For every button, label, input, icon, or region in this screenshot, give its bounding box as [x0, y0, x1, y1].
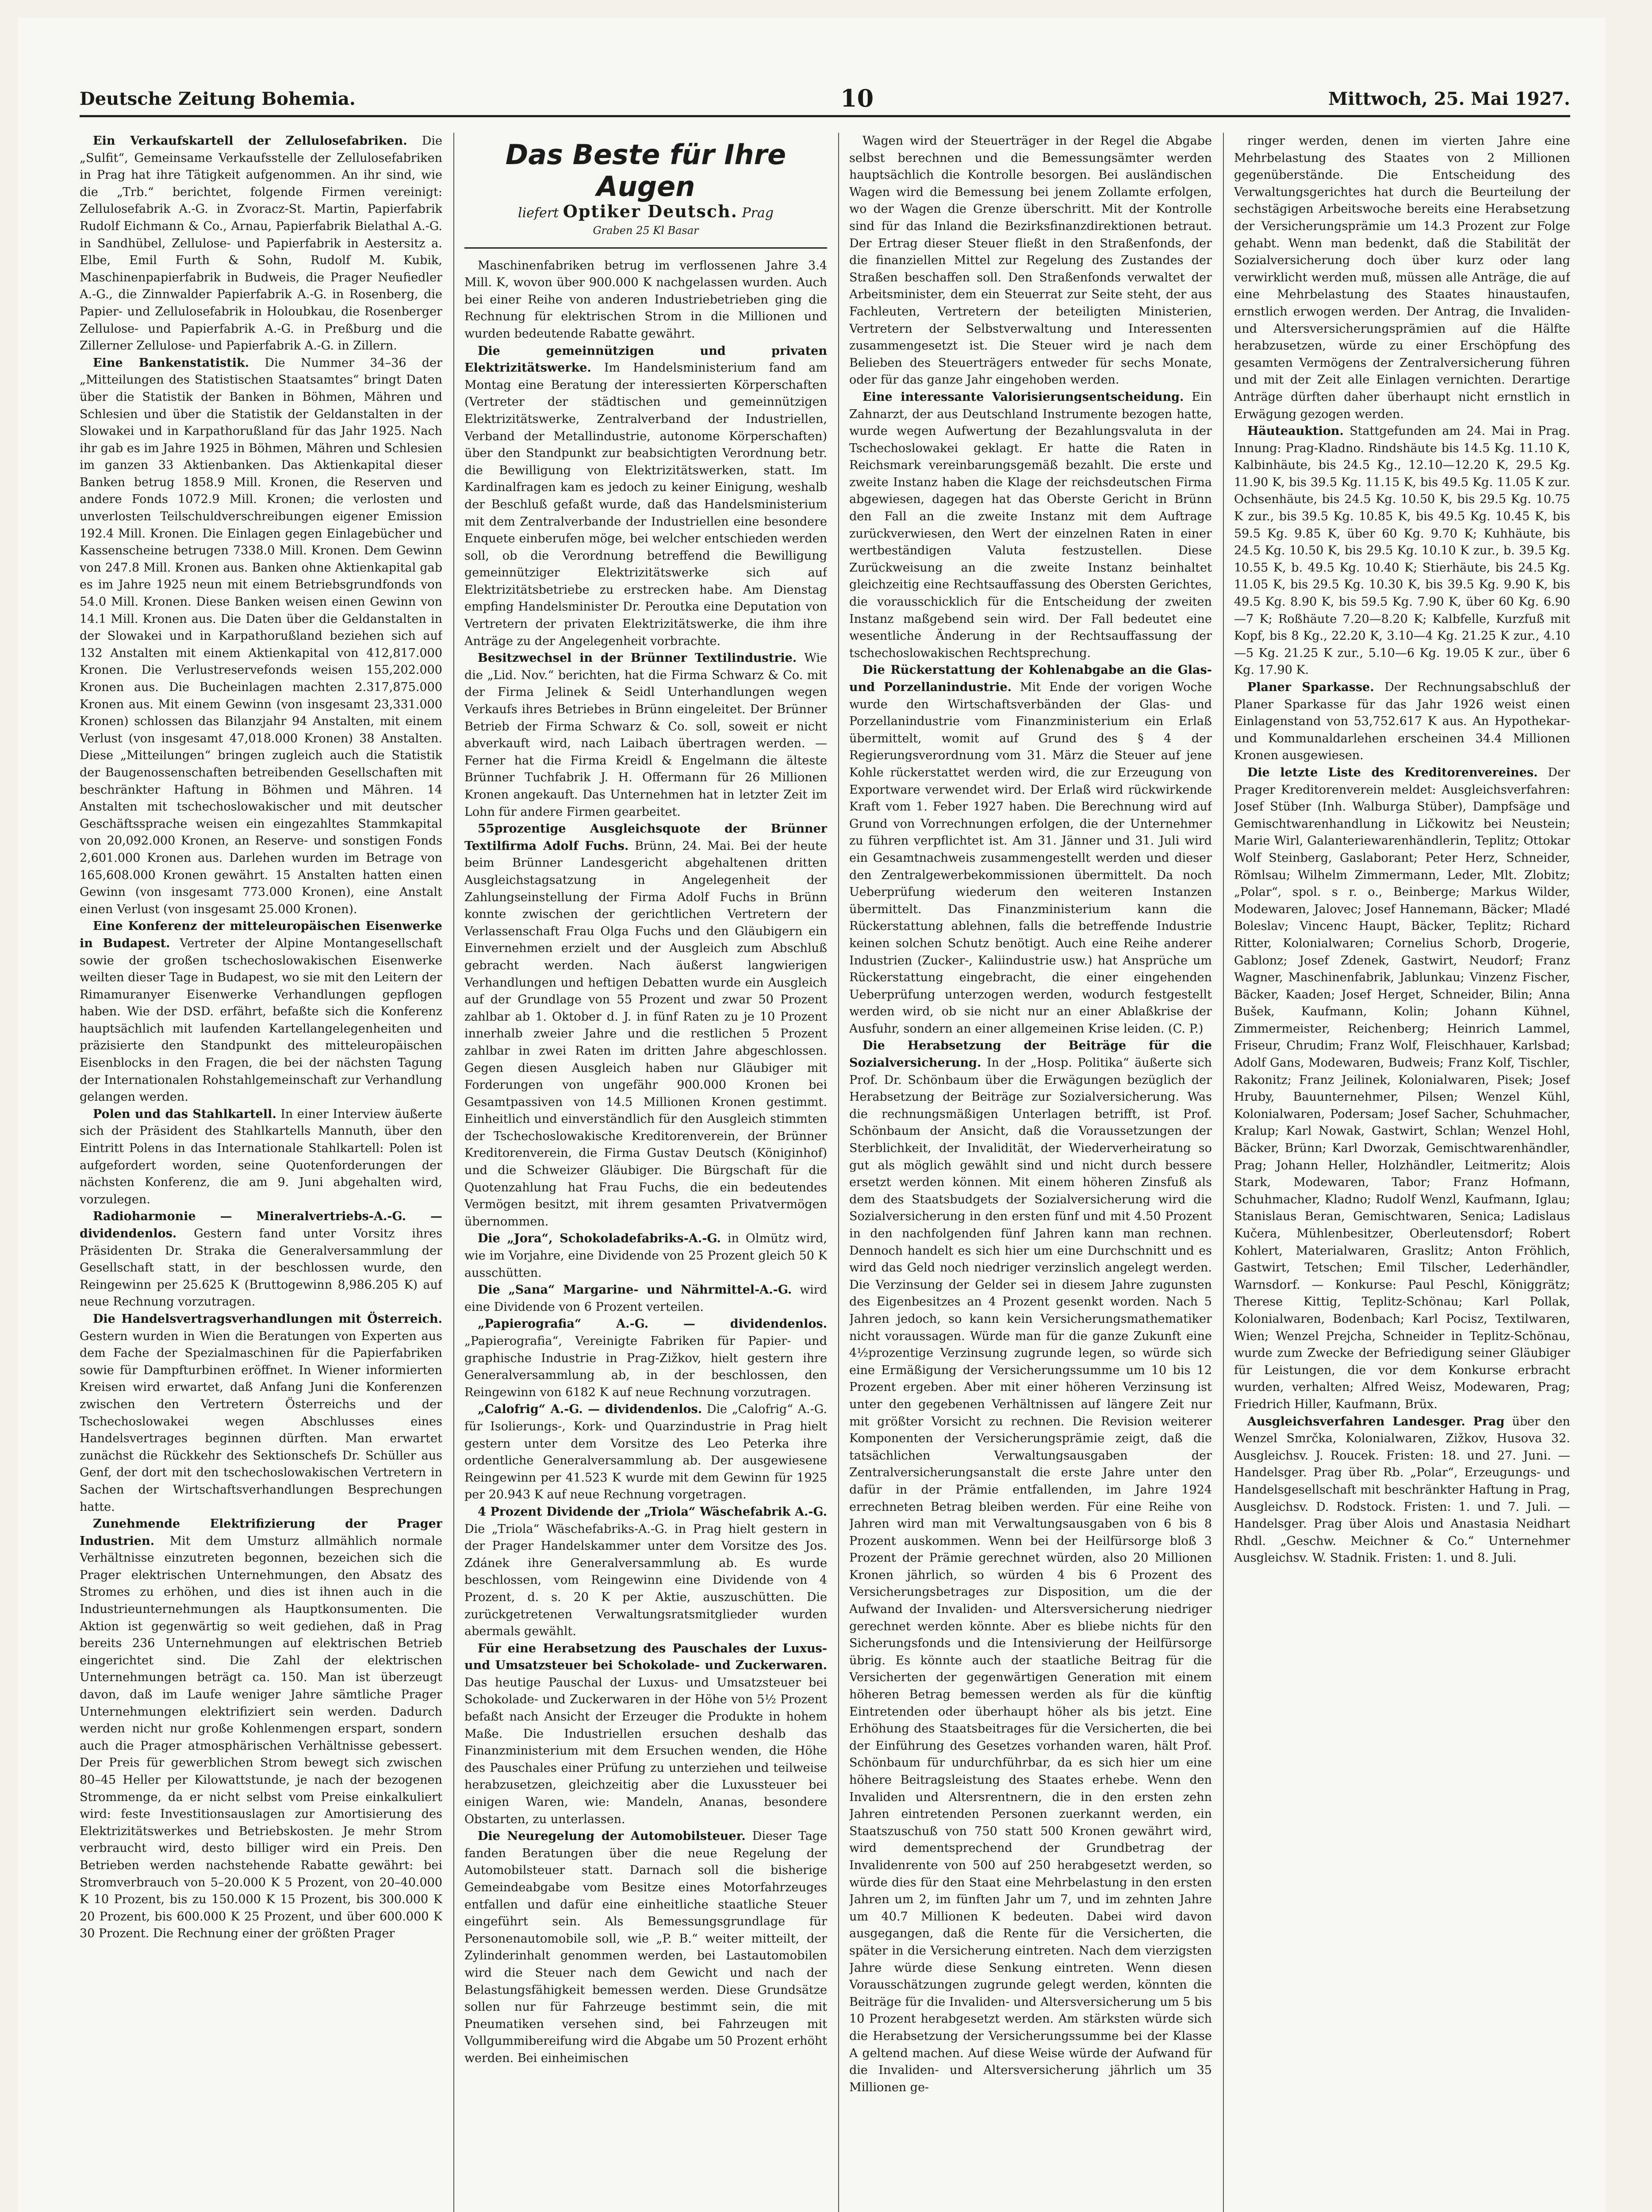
article-paragraph [80, 918, 442, 1106]
article-paragraph [80, 1208, 442, 1311]
article-body: Mit Ende der vorigen Woche wurde den Wirtschaftsverbänden der Glas- und Porzellanindustrie vom Finanzministerium ein Erlaß übermittelt, womit auf Grund des § 4 der Regierungsverordnung vom 31. März die Steuer auf jene Kohle rückerstattet werden wird, die zur Erzeugung von Exportware verwendet wird. Der Erlaß wird rückwirkende Kraft vom 1. Feber 1927 haben. Die Berechnung wird auf Grund von Vorrechnungen erfolgen, die der Unternehmer zu führen verpflichtet ist. Am 31. Jänner und 31. Juli wird ein Gesamtnachweis zusammengestellt werden und dieser den Zentralgewerbekommissionen übermittelt. Da noch Ueberprüfung wiederum den weiteren Instanzen übermittelt. Das Finanzministerium kann die Rückerstattung ablehnen, falls die betreffende Industrie keinen solchen Schutz benötigt. Auch eine Reihe anderer Industrien (Zucker-, Kaliindustrie usw.) hat Ansprüche um Rückerstattung eingebracht, die einer eingehenden Ueberprüfung unterzogen werden, wodurch festgestellt werden wird, ob sie nicht nur an einer Ablaßkrise der Ausfuhr, sondern an einer allgemeinen Krise leiden. (C. P.) [849, 680, 1212, 1036]
ad-supplier-prefix: liefert [517, 205, 559, 221]
article-body: Im Handelsministerium fand am Montag eine Beratung der interessierten Körperschaften (Vertreter der städtischen und gemeinnützigen Elektrizitätswerke, Zentralverband der Industriellen, Verband der Metallindustrie, autonome Körperschaften) über den Standpunkt zur beabsichtigten Verordnung betr. die Bewilligung von Elektrizitätswerken, statt. Im Kardinalfragen kam es jedoch zu keiner Einigung, weshalb der Beschluß gefaßt wurde, daß das Handelsministerium mit dem Zentralverbande der Industriellen eine besondere Enquete einberufen möge, bei welcher entschieden werden soll, ob die Verordnung betreffend die Bewilligung gemeinnütziger Elektrizitätswerke sich auf Elektrizitätsbetriebe zu erstrecken habe. Am Dienstag empfing Handelsminister Dr. Peroutka eine Deputation von Vertretern der privaten Elektrizitätswerke, die ihm ihre Anträge zu der Angelegenheit vorbrachte. [464, 361, 827, 648]
article-headline: Eine Konferenz der mitteleuropäischen Eisenwerke in Budapest. [80, 919, 442, 950]
article-headline: 55prozentige Ausgleichsquote der Brünner Textilfirma Adolf Fuchs. [464, 822, 827, 853]
page-header [80, 84, 1570, 117]
article-paragraph [464, 1316, 827, 1401]
article-headline: Die Rückerstattung der Kohlenabgabe an die Glas- und Porzellanindustrie. [849, 663, 1212, 694]
article-paragraph [1234, 133, 1570, 423]
article-headline: Eine Bankenstatistik. [93, 356, 249, 370]
article-headline: Häuteauktion. [1247, 424, 1344, 438]
article-body: Ein Zahnarzt, der aus Deutschland Instrumente bezogen hatte, wurde wegen Aufwertung der Bezahlungsvaluta in der Tschechoslowakei geklagt. Er hatte die Raten in Reichsmark vereinbarungsgemäß bezahlt. Die erste und zweite Instanz haben die Klage der reichsdeutschen Firma abgewiesen, dagegen hat das Oberste Gericht in Brünn den Fall an die zweite Instanz mit dem Auftrage zurückverwiesen, den Wert der einzelnen Raten in einer wertbeständigen Valuta festzustellen. Diese Zurückweisung an die zweite Instanz beinhaltet gleichzeitig eine Rechtsauffassung des Obersten Gerichtes, die vorausschicklich für die Entscheidung der zweiten Instanz maßgebend sein wird. Der Fall bedeutet eine wesentliche Änderung in der Rechtsauffassung der tschechoslowakischen Rechtsprechung. [849, 390, 1212, 660]
article-paragraph [849, 1037, 1212, 2096]
article-headline: Die gemeinnützigen und privaten Elektrizitätswerke. [464, 344, 827, 375]
article-body: Brünn, 24. Mai. Bei der heute beim Brünner Landesgericht abgehaltenen dritten Ausgleichstagsatzung in Angelegenheit der Zahlungseinstellung der Firma Adolf Fuchs in Brünn konnte zwischen der gerichtlichen Vertretern der Verlassenschaft Frau Olga Fuchs und den Gläubigern ein Einvernehmen erzielt und der Ausgleich zum Abschluß gebracht werden. Nach äußerst langwierigen Verhandlungen und heftigen Debatten wurde ein Ausgleich auf der Grundlage von 55 Prozent und zwar 50 Prozent zahlbar ab 1. Oktober d. J. in fünf Raten zu je 10 Prozent innerhalb zweier Jahre und die restlichen 5 Prozent zahlbar in zwei Raten im dritten Jahre abgeschlossen. Gegen diesen Ausgleich haben nur Gläubiger mit Forderungen von ungefähr 900.000 Kronen bei Gesamtpassiven von 14.5 Millionen Kronen gestimmt. Einheitlich und einverständlich für den Ausgleich stimmten der Tschechoslowakische Kreditorenverein, der Brünner Kreditorenverein, die Firma Gustav Deutsch (Königinhof) und die Schweizer Gläubiger. Die Bürgschaft für die Quotenzahlung hat Frau Fuchs, die ein bedeutendes Vermögen besitzt, mit ihrem gesamten Privatvermögen übernommen. [464, 839, 827, 1229]
article-headline: Planer Sparkasse. [1247, 680, 1374, 694]
article-headline: Für eine Herabsetzung des Pauschales der Luxus- und Umsatzsteuer bei Schokolade- und Zuckerwaren. [464, 1641, 827, 1673]
issue-date: Mittwoch, 25. Mai 1927. [1328, 88, 1570, 109]
column-1 [80, 133, 442, 2212]
article-body: wird eine Dividende von 6 Prozent verteilen. [464, 1283, 827, 1314]
article-headline: Besitzwechsel in der Brünner Textilindustrie. [478, 651, 797, 665]
article-headline: „Calofrig“ A.-G. — dividendenlos. [478, 1402, 702, 1417]
ad-headline: Das Beste für Ihre Augen [505, 138, 786, 203]
article-headline: Ein Verkaufskartell der Zellulosefabriken. [93, 134, 407, 148]
article-body: Dieser Tage fanden Beratungen über die neue Regelung der Automobilsteuer statt. Darnach soll die bisherige Gemeindeabgabe vom Besitze eines Motorfahrzeuges entfallen und dafür eine einheitliche staatliche Steuer eingeführt sein. Als Bemessungsgrundlage für Personenautomobile soll, wie „P. B.“ weiter mitteilt, der Zylinderinhalt genommen werden, bei Lastautomobilen wird die Steuer nach dem Gewicht und nach der Belastungsfähigkeit bemessen werden. Diese Grundsätze sollen nur für Fahrzeuge bestimmt sein, die mit Pneumatiken versehen sind, bei Fahrzeugen mit Vollgummibereifung wird die Abgabe um 50 Prozent erhöht werden. Bei einheimischen [464, 1829, 827, 2065]
article-headline: Die Herabsetzung der Beiträge für die Sozialversicherung. [849, 1039, 1212, 1070]
optician-advertisement [464, 133, 827, 249]
article-body: Die „Sulfit“, Gemeinsame Verkaufsstelle der Zellulosefabriken in Prag hat ihre Tätigkeit aufgenommen. An ihr sind, wie die „Trb.“ berichtet, folgende Firmen vereinigt: Zellulosefabrik A.-G. in Zvoracz-St. Martin, Papierfabrik Rudolf Eichmann & Co., Arnau, Papierfabrik Bielathal A.-G. in Sandhübel, Zellulose- und Papierfabrik in Aestersitz a. Elbe, Emil Furth & Sohn, Rudolf M. Kubik, Maschinenpapierfabrik in Budweis, die Prager Neufiedler A.-G., die Zinnwalder Papierfabrik A.-G. in Rosenberg, die Papier- und Zellulosefabrik in Holoubkau, die Rosenberger Zellulose- und Papierfabrik A.-G. in Preßburg und die Zillerner Zellulose- und Papierfabrik A.-G. in Zillern. [80, 134, 442, 353]
article-paragraph [464, 343, 827, 650]
article-body: Das heutige Pauschal der Luxus- und Umsatzsteuer bei Schokolade- und Zuckerwaren in der Höhe von 5½ Prozent befaßt nach Ansicht der Erzeuger die Produkte in hohem Maße. Die Industriellen ersuchen deshalb das Finanzministerium mit dem Ersuchen wenden, die Höhe des Pauschales einer Prüfung zu unterziehen und teilweise herabzusetzen, gleichzeitig aber die Luxussteuer bei einigen Waren, wie: Mandeln, Ananas, besondere Obstarten, zu unterlassen. [464, 1675, 827, 1826]
article-paragraph [80, 133, 442, 355]
article-paragraph [464, 650, 827, 821]
article-paragraph [1234, 1413, 1570, 1567]
article-paragraph [464, 1640, 827, 1828]
article-body: Wie die „Lid. Nov.“ berichten, hat die Firma Schwarz & Co. mit der Firma Jelinek & Seidl Unterhandlungen wegen Verkaufs ihres Betriebes in Brünn eingeleitet. Der Brünner Betrieb der Firma Schwarz & Co. soll, soweit er nicht abverkauft wird, nach Laibach übertragen werden. — Ferner hat die Firma Kreidl & Engelmann die älteste Brünner Tuchfabrik J. H. Offermann für 26 Millionen Kronen angekauft. Das Unternehmen hat in letzter Zeit im Lohn für andere Firmen gearbeitet. [464, 651, 827, 819]
article-paragraph [464, 1401, 827, 1504]
article-headline: Die letzte Liste des Kreditorenvereines. [1247, 765, 1538, 780]
article-body: „Papierografia“, Vereinigte Fabriken für Papier- und graphische Industrie in Prag-Zižkov, hielt gestern ihre Generalversammlung ab, in der beschlossen, den Reingewinn von 6182 K auf neue Rechnung vorzutragen. [464, 1334, 827, 1399]
article-body: Die „Calofrig“ A.-G. für Isolierungs-, Kork- und Quarzindustrie in Prag hielt gestern unter dem Vorsitze des Leo Peterka ihre ordentliche Generalversammlung ab. Der ausgewiesene Reingewinn per 41.523 K wurde mit dem Gewinn für 1925 per 20.943 K auf neue Rechnung vorgetragen. [464, 1402, 827, 1502]
article-headline: Ausgleichsverfahren Landesger. Prag [1247, 1414, 1505, 1429]
article-body: Stattgefunden am 24. Mai in Prag. Innung: Prag-Kladno. Rindshäute bis 14.5 Kg. 11.10 K, Kalbinhäute, bis 24.5 Kg., 12.10—12.20 K, 29.5 Kg. 11.90 K, bis 39.5 Kg. 11.15 K, bis 49.5 Kg. 11.05 K zur. Ochsenhäute, bis 24.5 Kg. 10.50 K, bis 29.5 Kg. 10.75 K zur., bis 39.5 Kg. 10.85 K, bis 49.5 Kg. 10.45 K, bis 59.5 Kg. 9.85 K, über 60 Kg. 9.70 K; Kuhhäute, bis 24.5 Kg. 10.50 K, bis 29.5 Kg. 10.10 K zur., b. 39.5 Kg. 10.55 K, b. 49.5 Kg. 10.40 K; Stierhäute, bis 24.5 Kg. 11.05 K, bis 29.5 Kg. 10.30 K, bis 39.5 Kg. 9.90 K, bis 49.5 Kg. 8.90 K, bis 59.5 Kg. 7.90 K, über 60 Kg. 6.90—7 K; Roßhäute 7.20—8.20 K; Kalbfelle, Kurzfuß mit Kopf, bis 8 Kg., 22.20 K, 3.10—4 Kg. 21.25 K zur., 4.10—5 Kg. 21.25 K zur., 5.10—6 Kg. 19.05 K zur., über 6 Kg. 17.90 K. [1234, 424, 1570, 677]
article-body: Vertreter der Alpine Montangesellschaft sowie der großen tschechoslowakischen Eisenwerke weilten dieser Tage in Budapest, wo sie mit den Leitern der Rimamuranyer Eisenwerke Verhandlungen gepflogen haben. Wie der DSD. erfährt, befaßte sich die Konferenz hauptsächlich mit laufenden Kartellangelegenheiten und präzisierte den Standpunkt des mitteleuropäischen Eisenblocks in den Fragen, die bei der nächsten Tagung der Internationalen Rohstahlgemeinschaft zur Verhandlung gelangen werden. [80, 936, 442, 1104]
article-headline: Radioharmonie — Mineralvertriebs-A.-G. — dividendenlos. [80, 1210, 442, 1240]
article-paragraph [464, 257, 827, 343]
article-headline: Zunehmende Elektrifizierung der Prager Industrien. [80, 1517, 442, 1548]
article-body: Mit dem Umsturz allmählich normale Verhältnisse einzutreten begonnen, bezeichen sich die Prager elektrischen Unternehmungen, den Absatz des Stromes zu erhöhen, und dies ist ihnen auch in die Industrieunternehmungen als Hauptkonsumenten. Die Aktion ist gegenwärtig so weit gediehen, daß in Prag bereits 236 Unternehmungen auf elektrischen Betrieb eingerichtet sind. Die Zahl der elektrischen Unternehmungen beträgt ca. 150. Man ist überzeugt davon, daß im Laufe weniger Jahre sämtliche Prager Unternehmungen elektrifiziert sein werden. Dadurch werden nicht nur große Kohlenmengen erspart, sondern auch die Prager atmosphärischen Verhältnisse gebessert. Der Preis für gewerblichen Strom bewegt sich zwischen 80–45 Heller per Kilowattstunde, je nach der bezogenen Strommenge, da er nicht selbst vom Preise einkalkuliert wird: feste Investitionsauslagen zur Amortisierung des Elektrizitätswerkes und Betriebskosten. Je mehr Strom verbraucht wird, desto billiger wird ein Preis. Den Betrieben werden nachstehende Rabatte gewährt: bei Stromverbrauch von 5–20.000 K 5 Prozent, von 20–40.000 K 10 Prozent, bis zu 150.000 K 15 Prozent, bis 300.000 K 20 Prozent, bis 600.000 K 25 Prozent, und über 600.000 K 30 Prozent. Die Rechnung einer der größten Prager [80, 1534, 442, 1941]
column-2-articles [464, 257, 827, 2067]
article-body: Maschinenfabriken betrug im verflossenen Jahre 3.4 Mill. K, wovon über 900.000 K nachgelassen wurden. Auch bei einer Reihe von anderen Industriebetrieben ging die Rechnung für elektrischen Strom in die Millionen und wurden bedeutende Rabatte gewährt. [464, 258, 827, 341]
article-body: über den Wenzel Smrčka, Kolonialwaren, Zižkov, Husova 32. Ausgleichsv. J. Roucek. Fristen: 18. und 27. Juni. — Handelsger. Prag über Rb. „Polar“, Erzeugungs- und Handelsgesellschaft mit beschränkter Haftung in Prag, Ausgleichsv. D. Rodstock. Fristen: 1. und 7. Juli. — Handelsger. Prag über Alois und Anastasia Neidhart Rhdl. „Geschw. Meichner & Co.“ Unternehmer Ausgleichsv. W. Stadnik. Fristen: 1. und 8. Juli. [1234, 1414, 1570, 1565]
article-headline: 4 Prozent Dividende der „Triola“ Wäschefabrik A.-G. [478, 1505, 827, 1519]
ad-city: Prag [742, 205, 774, 221]
article-body: Die Nummer 34–36 der „Mitteilungen des Statistischen Staatsamtes“ bringt Daten über die Statistik der Banken in Böhmen, Mähren und Schlesien und über die Statistik der Geldanstalten in der Slowakei und in Karpathorußland für das Jahr 1925. Nach ihr gab es im Jahre 1925 in Böhmen, Mähren und Schlesien im ganzen 33 Aktienbanken. Das Aktienkapital dieser Banken betrug 1858.9 Mill. Kronen, die Reserven und andere Fonds 1072.9 Mill. Kronen; die verlosten und unverlosten Teilschuldverschreibungen eigener Emission 192.4 Mill. Kronen. Die Einlagen gegen Einlagebücher und Kassenscheine betrugen 7338.0 Mill. Kronen. Dem Gewinn von 247.8 Mill. Kronen aus. Banken ohne Aktienkapital gab es im Jahre 1925 neun mit einem Betriebsgrundfonds von 54.0 Mill. Kronen. Diese Banken weisen einen Gewinn von 14.1 Mill. Kronen aus. Die Daten über die Geldanstalten in der Slowakei und in Karpathorußland beziehen sich auf 132 Anstalten mit einem Aktienkapital von 412,817.000 Kronen. Die Verlustreservefonds weisen 155,202.000 Kronen aus. Die Bucheinlagen machten 2.317,875.000 Kronen aus. Mit einem Gewinn (von insgesamt 23,331.000 Kronen) schlossen das Bilanzjahr 94 Anstalten, mit einem Verlust (von insgesamt 47,018.000 Kronen) 38 Anstalten. Diese „Mitteilungen“ bringen zugleich auch die Statistik der Baugenossenschaften betreibenden Gesellschaften mit beschränkter Haftung in Böhmen und Mähren. 14 Anstalten mit tschechoslowakischer und mit deutscher Geschäftssprache weisen ein eingezahltes Stammkapital von 20,092.000 Kronen, an Reserve- und sonstigen Fonds 2,601.000 Kronen aus. Darlehen wurden im Betrage von 165,608.000 Kronen gewährt. 15 Anstalten hatten einen Gewinn (von insgesamt 773.000 Kronen), eine Anstalt einen Verlust (von insgesamt 25.000 Kronen). [80, 356, 442, 916]
article-headline: Die Handelsvertragsverhandlungen mit Österreich. [93, 1312, 442, 1326]
article-body: ringer werden, denen im vierten Jahre eine Mehrbelastung des Staates von 2 Millionen gegenüberstände. Die Entscheidung des Verwaltungsgerichtes hat durch die Beurteilung der sechstägigen Arbeitswoche bereits eine Herabsetzung der Versicherungsprämie um 14.3 Prozent zur Folge gehabt. Wenn man bedenkt, daß die Stabilität der Sozialversicherung doch über kurz oder lang verwirklicht werden muß, müssen alle Anträge, die auf eine Mehrbelastung des Staates hinaustaufen, ernstlich erwogen werden. Der Antrag, die Invaliden- und Altersversicherungsprämien auf die Hälfte herabzusetzen, würde zu einer Erschöpfung des gesamten Vermögens der Zentralversicherung führen und mit der Zeit alle Einlagen vernichten. Derartige Anträge dürften daher überhaupt nicht ernstlich in Erwägung gezogen werden. [1234, 134, 1570, 421]
article-paragraph [464, 1282, 827, 1316]
article-body: Gestern wurden in Wien die Beratungen von Experten aus dem Fache der Spezialmaschinen für die Papierfabriken sowie für Dampfturbinen eröffnet. In Wiener informierten Kreisen wird erwartet, daß Anfang Juni die Konferenzen zwischen den Vertretern Österreichs und der Tschechoslowakei wegen Abschlusses eines Handelsvertrages beginnen dürften. Man erwartet zunächst die Rückkehr des Sektionschefs Dr. Schüller aus Genf, der dort mit den tschechoslowakischen Vertretern in Sachen der Wirtschaftsverhandlungen Besprechungen hatte. [80, 1329, 442, 1514]
article-paragraph [80, 1106, 442, 1209]
article-body: Wagen wird der Steuerträger in der Regel die Abgabe selbst berechnen und die Bemessungsämter werden hauptsächlich die Kontrolle besorgen. Bei ausländischen Wagen wird die Bemessung bei jenem Zollamte erfolgen, wo der Wagen die Grenze überschritt. Mit der Kontrolle sind für das Inland die Bezirksfinanzdirektionen betraut. Der Ertrag dieser Steuer fließt in den Straßenfonds, der die finanziellen Mittel zur Regelung des Zustandes der Straßen beschaffen soll. Den Straßenfonds verwaltet der Arbeitsminister, dem ein Steuerrat zur Seite steht, der aus Fachleuten, Vertretern der beteiligten Ministerien, Vertretern der Selbstverwaltung und Interessenten zusammengesetzt ist. Die Steuer wird je nach dem Belieben des Steuerträgers entweder für sechs Monate, oder für das ganze Jahr eingehoben werden. [849, 134, 1212, 387]
column-3 [849, 133, 1212, 2212]
ad-address: Graben 25 Kl Basar [593, 224, 699, 237]
article-body: Der Rechnungsabschluß der Planer Sparkasse für das Jahr 1926 weist einen Einlagenstand von 53,752.617 K aus. An Hypothekar- und Kommunaldarlehen erscheinen 34.4 Millionen Kronen ausgewiesen. [1234, 680, 1570, 763]
article-paragraph [849, 662, 1212, 1037]
article-headline: Die Neuregelung der Automobilsteuer. [478, 1829, 746, 1843]
article-paragraph [849, 389, 1212, 662]
article-paragraph [80, 355, 442, 918]
article-paragraph [464, 1828, 827, 2067]
article-paragraph [80, 1516, 442, 1943]
article-headline: Polen und das Stahlkartell. [93, 1107, 276, 1121]
article-paragraph [464, 1504, 827, 1640]
article-paragraph [1234, 679, 1570, 764]
ad-supplier-line [469, 203, 823, 222]
article-headline: Eine interessante Valorisierungsentscheidung. [862, 390, 1184, 404]
column-4 [1234, 133, 1570, 2212]
article-paragraph [849, 133, 1212, 389]
article-paragraph [1234, 423, 1570, 679]
article-body: In einer Interview äußerte sich der Präsident des Stahlkartells Mannuth, über den Eintritt Polens in das Internationale Stahlkartell: Polen ist aufgefordert worden, seine Quotenforderungen der nächsten Konferenz, die am 9. Juni abgehalten wird, vorzulegen. [80, 1107, 442, 1206]
article-columns [80, 133, 1570, 2212]
page-number: 10 [840, 84, 874, 112]
ad-supplier-name: Optiker Deutsch. [563, 201, 738, 221]
article-body: In der „Hosp. Politika“ äußerte sich Prof. Dr. Schönbaum über die Erwägungen bezüglich der Herabsetzung der Beiträge zur Sozialversicherung. Was die rechnungsmäßigen Unterlagen betrifft, ist Prof. Schönbaum der Ansicht, daß die Voraussetzungen der Sterblichkeit, der Invalidität, der Wiederverheiratung so gut als möglich gewählt sind und nicht durch bessere ersetzt werden können. Mit einem höheren Zinsfuß als dem des Staatsbudgets der Sozialversicherung wird die Sozialversicherung in den ersten fünf und mit 4.50 Prozent in den nachfolgenden fünf Jahren kann man rechnen. Dennoch handelt es sich hier um eine Durchschnitt und es wird das Geld noch niedriger verzinslich angelegt werden. Die Verzinsung der Gelder sei in diesem Jahre zugunsten des Eigenbesitzes an 4 Prozent gesenkt worden. Nach 5 Jahren jedoch, so kann kein Versicherungsmathematiker nicht voraussagen. Würde man für die ganze Zukunft eine 4½prozentige Verzinsung zugrunde legen, so würde sich eine Ermäßigung der Versicherungssumme um 10 bis 12 Prozent ergeben. Aber mit einer höheren Verzinsung ist unter den gegebenen Verhältnissen auf längere Zeit nur mit größter Vorsicht zu rechnen. Die Revision weiterer Komponenten der Versicherungsprämie zeigt, daß die tatsächlichen Verwaltungsausgaben der Zentralversicherungsanstalt die erste Jahre unter den dafür in der Prämie entfallenden, im Jahre 1924 errechneten Betrag bleiben werden. Für eine Reihe von Jahren wird man mit Verwaltungsausgaben von 6 bis 8 Prozent auskommen. Wenn bei der Heilfürsorge bloß 3 Prozent der Prämie gerechnet würden, also 20 Millionen Kronen jährlich, so würden 4 bis 6 Prozent des Versicherungsbetrages zur Disposition, um die der Aufwand der Invaliden- und Altersversicherung niedriger gerechnet werden könnte. Aber es bliebe nichts für den Sicherungsfonds und die Intensivierung der Heilfürsorge übrig. Es könnte auch der staatliche Beitrag für die Versicherten der gegenwärtigen Generation mit einem höheren Betrag bemessen werden als für die künftig Eintretenden oder überhaupt höher als bis jetzt. Eine Erhöhung des Staatsbeitrages für die Versicherten, die bei der Einführung des Gesetzes vorhanden waren, hält Prof. Schönbaum für undurchführbar, da es sich hier um eine höhere Beitragsleistung des Staates erhebe. Wenn den Invaliden und Altersrentnern, die in den ersten zehn Jahren eintretenden Personen zuerkannt werden, ein Staatszuschuß von 750 statt 500 Kronen gewährt wird, wird dementsprechend der Grundbetrag der Invalidenrente von 500 auf 250 herabgesetzt werden, so würde dies für den Staat eine Mehrbelastung in den ersten Jahren um 2, im fünften Jahr um 7, und im zehnten Jahre um 40.7 Millionen K bedeuten. Dabei wird davon ausgegangen, daß die Rente für die Versicherten, die später in die Versicherung eintreten. Nach dem vierzigsten Jahre würde diese Senkung eintreten. Wenn diesen Vorausschätzungen zugrunde gelegt werden, könnten die Beiträge für die Invaliden- und Altersversicherung um 5 bis 10 Prozent herabgesetzt werden. Am stärksten würde sich die Herabsetzung der Versicherungssumme bei der Klasse A geltend machen. Auf diese Weise würde der Aufwand für die Invaliden- und Altersversicherung jährlich um 35 Millionen ge- [849, 1056, 1212, 2094]
article-paragraph [1234, 764, 1570, 1413]
newspaper-name: Deutsche Zeitung Bohemia. [80, 88, 356, 109]
article-body: Der Prager Kreditorenverein meldet: Ausgleichsverfahren: Josef Stüber (Inh. Walburga Stüber), Dampfsäge und Gemischtwarenhandlung in Ličkowitz bei Neustein; Marie Wirl, Galanteriewarenhändlerin, Teplitz; Ottokar Wolf Steinberg, Gaslaborant; Peter Herz, Schneider, Römlsau; Wilhelm Zimmermann, Leder, Mlt. Zlobitz; „Polar“, spol. s r. o., Beinberge; Markus Wilder, Modewaren, Jalovec; Josef Hannemann, Bäcker; Mladé Boleslav; Vincenc Haupt, Bäcker, Teplitz; Richard Ritter, Kolonialwaren; Cornelius Schorb, Drogerie, Gablonz; Josef Zdenek, Gastwirt, Neudorf; Franz Wagner, Maschinenfabrik, Jablunkau; Vinzenz Fischer, Bäcker, Kaaden; Josef Herget, Schneider, Bilin; Anna Bušek, Kaufmann, Kolin; Johann Kühnel, Zimmermeister, Reichenberg; Heinrich Lammel, Friseur, Chrudim; Franz Wolf, Fleischhauer, Karlsbad; Adolf Gans, Modewaren, Budweis; Franz Kolf, Tischler, Rakonitz; Franz Jeilinek, Kolonialwaren, Pisek; Josef Hruby, Bauunternehmer, Pilsen; Wenzel Kühl, Kolonialwaren, Podersam; Josef Sacher, Schuhmacher, Kralup; Karl Nowak, Gastwirt, Schlan; Wenzel Hohl, Bäcker, Brünn; Karl Dworzak, Gemischtwarenhändler, Prag; Johann Heller, Holzhändler, Leitmeritz; Alois Stark, Modewaren, Tabor; Franz Hofmann, Schuhmacher, Kladno; Rudolf Wenzl, Kaufmann, Iglau; Stanislaus Beran, Gemischtwaren, Senica; Ladislaus Kučera, Mühlenbesitzer, Oberleutensdorf; Robert Kohlert, Materialwaren, Graslitz; Anton Fröhlich, Gastwirt, Tetschen; Emil Tilscher, Lederhändler, Warnsdorf. — Konkurse: Paul Peschl, Königgrätz; Therese Kittig, Teplitz-Schönau; Karl Pollak, Kolonialwaren, Bodenbach; Karl Pocisz, Textilwaren, Wien; Wenzel Prejcha, Schneider in Teplitz-Schönau, wurde zum Zwecke der Befriedigung seiner Gläubiger für Leistungen, die vor dem Konkurse erbracht wurden, verhalten; Alfred Weisz, Modewaren, Prag; Friedrich Hiller, Kaufmann, Brüx. [1234, 765, 1570, 1411]
article-headline: Die „Sana“ Margarine- und Nährmittel-A.-G. [478, 1283, 792, 1297]
article-body: Gestern fand unter Vorsitz ihres Präsidenten Dr. Straka die Generalversammlung der Gesellschaft statt, in der beschlossen wurde, den Reingewinn per 25.625 K (Bruttogewinn 8,986.205 K) auf neue Rechnung vorzutragen. [80, 1227, 442, 1309]
article-body: Die „Triola“ Wäschefabriks-A.-G. in Prag hielt gestern in der Prager Handelskammer unter dem Vorsitze des Jos. Zdánek ihre Generalversammlung ab. Es wurde beschlossen, vom Reingewinn eine Dividende von 4 Prozent, d. s. 20 K per Aktie, auszuschütten. Die zurückgetretenen Verwaltungsratsmitglieder wurden abermals gewählt. [464, 1522, 827, 1639]
article-body: in Olmütz wird, wie im Vorjahre, eine Dividende von 25 Prozent gleich 50 K ausschütten. [464, 1232, 827, 1280]
article-paragraph [464, 821, 827, 1230]
article-headline: Die „Jora“, Schokoladefabriks-A.-G. [478, 1232, 721, 1246]
article-headline: „Papierografia“ A.-G. — dividendenlos. [478, 1317, 827, 1331]
column-2 [464, 133, 827, 2212]
article-paragraph [464, 1230, 827, 1282]
article-paragraph [80, 1311, 442, 1516]
